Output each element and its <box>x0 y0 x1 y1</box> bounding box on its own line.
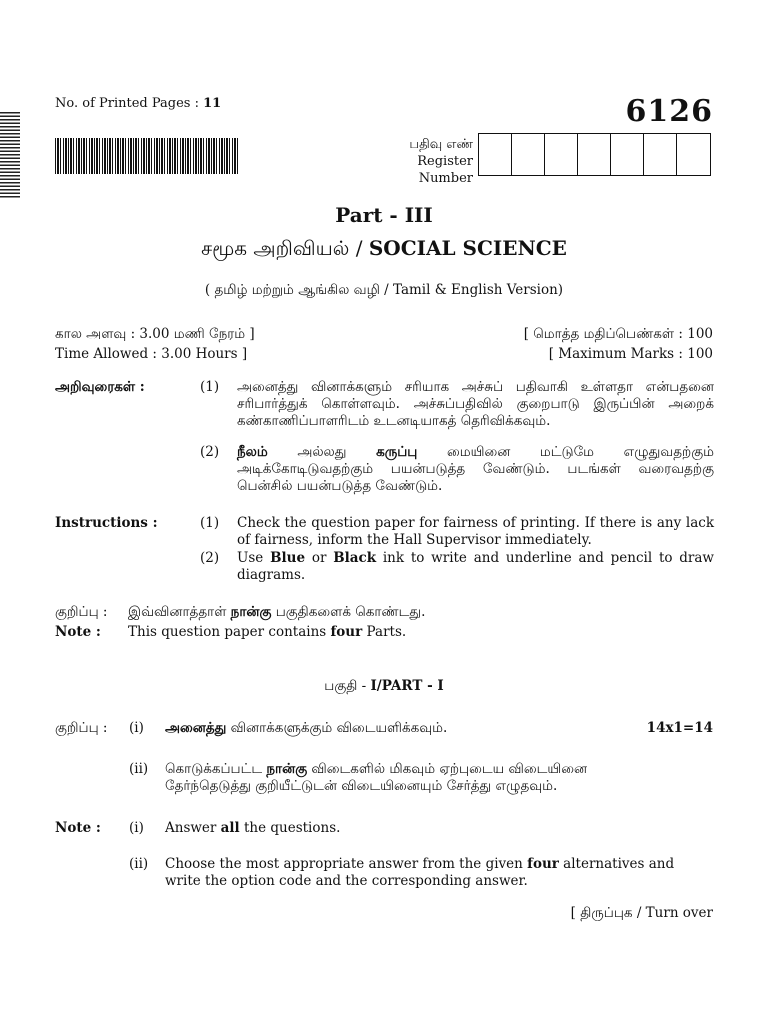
part-one-en-2-text <box>165 856 685 890</box>
instr-en-2-mid: or <box>305 550 334 566</box>
part-one-en-2-pre: Choose the most appropriate answer from the given <box>165 856 528 872</box>
instruction-en-2-num: (2) <box>200 550 220 566</box>
maximum-marks-ta: [ மொத்த மதிப்பெண்கள் : 100 <box>523 326 713 342</box>
note-en-label: Note : <box>55 624 101 640</box>
instr-en-2-blue: Blue <box>270 550 306 566</box>
instr-en-2-black: Black <box>333 550 377 566</box>
version-line: ( தமிழ் மற்றும் ஆங்கில வழி / Tamil & English Version) <box>204 282 564 298</box>
instr-en-2-pre: Use <box>237 550 271 566</box>
side-barcode <box>0 112 20 198</box>
note-en-bold: four <box>330 624 363 640</box>
instruction-en-2-text <box>237 550 714 584</box>
register-label-ta: பதிவு எண் <box>409 137 473 152</box>
part-one-note-en-label: Note : <box>55 820 101 836</box>
part-one-ta-1-text <box>165 720 714 737</box>
part-one-note-ta-label: குறிப்பு : <box>55 720 108 736</box>
register-digit-box[interactable] <box>479 134 512 175</box>
register-digit-box[interactable] <box>545 134 578 175</box>
register-label-en-2: Number <box>418 171 473 186</box>
part-one-ta-1-post: வினாக்களுக்கும் விடையளிக்கவும். <box>226 720 448 736</box>
register-digit-box[interactable] <box>644 134 677 175</box>
instructions-ta-label: அறிவுரைகள் : <box>55 379 145 395</box>
instr-ta-2-post: மையினை மட்டுமே எழுதுவதற்கும் அடிக்கோடிடுவதற்கும் பயன்படுத்த வேண்டும். படங்கள் வரைவதற்கு பென்சில் பயன்படுத்த வேண்டும். <box>237 444 714 494</box>
time-allowed-ta: கால அளவு : 3.00 மணி நேரம் ] <box>55 326 255 342</box>
note-ta-post: பகுதிகளைக் கொண்டது. <box>271 604 426 620</box>
instruction-ta-2-text <box>237 444 714 495</box>
printed-pages-value: 11 <box>203 96 222 111</box>
instr-ta-2-blue: நீலம் <box>237 444 268 460</box>
part-title: Part - III <box>335 203 433 227</box>
subject-title <box>0 236 768 263</box>
note-ta-label: குறிப்பு : <box>55 604 108 620</box>
register-digit-box[interactable] <box>677 134 710 175</box>
note-ta-text <box>128 604 425 622</box>
part-one-en-2-post: alternatives and write the option code and the corresponding answer. <box>165 856 675 889</box>
part-one-ta-2-pre: கொடுக்கப்பட்ட <box>165 761 267 777</box>
part-one-en-1-post: the questions. <box>239 820 341 836</box>
part-one-en-2-bold: four <box>527 856 559 872</box>
part-one-heading-ta: பகுதி - <box>324 678 371 694</box>
note-ta-bold: நான்கு <box>230 604 272 620</box>
part-one-en-1-text <box>165 820 714 837</box>
note-ta-pre: இவ்வினாத்தாள் <box>128 604 231 620</box>
subject-ta: சமூக அறிவியல் / <box>201 236 369 260</box>
part-one-en-1-bold: all <box>220 820 240 836</box>
register-number-label <box>380 136 473 187</box>
register-digit-box[interactable] <box>578 134 611 175</box>
part-one-en-1-num: (i) <box>129 820 144 836</box>
register-digit-box[interactable] <box>611 134 644 175</box>
instruction-en-1-num: (1) <box>200 515 220 531</box>
instruction-ta-2-num: (2) <box>200 444 220 460</box>
part-one-en-2-num: (ii) <box>129 856 149 872</box>
instr-ta-2-mid: அல்லது <box>267 444 377 460</box>
part-one-heading <box>0 678 768 696</box>
instruction-ta-1-text: அனைத்து வினாக்களும் சரியாக அச்சுப் பதிவாகி உள்ளதா என்பதனை சரிபார்த்துக் கொள்ளவும். அச்சுப்பதிவில் குறைபாடு இருப்பின் அறைக் கண்காணிப்பாளரிடம் உடனடியாகத் தெரிவிக்கவும். <box>237 379 714 429</box>
part-one-marks: 14x1=14 <box>646 720 713 736</box>
note-en-pre: This question paper contains <box>128 624 331 640</box>
instruction-ta-1-num: (1) <box>200 379 220 395</box>
subject-en: SOCIAL SCIENCE <box>368 236 567 260</box>
printed-pages <box>55 96 221 111</box>
part-one-ta-2-post: விடைகளில் மிகவும் ஏற்புடைய விடையினை தேர்ந்தெடுத்து குறியீட்டுடன் விடையினையும் சேர்த்து எழுதவும். <box>165 761 588 794</box>
barcode <box>55 138 239 174</box>
part-one-heading-en: I/PART - I <box>370 678 444 694</box>
instructions-en-label: Instructions : <box>55 515 158 531</box>
instr-en-2-post: ink to write and underline and pencil to draw diagrams. <box>237 550 714 583</box>
instruction-en-1-text: Check the question paper for fairness of printing. If there is any lack of fairness, inform the Hall Supervisor immediately. <box>237 515 714 548</box>
instr-ta-2-black: கருப்பு <box>376 444 418 460</box>
part-one-ta-2-text <box>165 761 675 795</box>
time-allowed-en: Time Allowed : 3.00 Hours ] <box>55 346 248 362</box>
note-en-text <box>128 624 406 640</box>
paper-code: 6126 <box>625 94 713 129</box>
part-one-ta-1-bold: அனைத்து <box>165 720 227 736</box>
part-one-en-1-pre: Answer <box>165 820 221 836</box>
register-label-en-1: Register <box>417 154 473 169</box>
maximum-marks <box>524 324 713 364</box>
part-one-ta-1-num: (i) <box>129 720 144 736</box>
maximum-marks-en: [ Maximum Marks : 100 <box>548 346 713 362</box>
printed-pages-label: No. of Printed Pages : <box>55 96 204 111</box>
register-number-boxes <box>478 133 711 176</box>
turn-over: [ திருப்புக / Turn over <box>570 905 713 921</box>
part-one-ta-2-num: (ii) <box>129 761 149 777</box>
time-allowed <box>55 324 255 364</box>
part-one-ta-2-bold: நான்கு <box>266 761 308 777</box>
note-en-post: Parts. <box>362 624 407 640</box>
register-digit-box[interactable] <box>512 134 545 175</box>
